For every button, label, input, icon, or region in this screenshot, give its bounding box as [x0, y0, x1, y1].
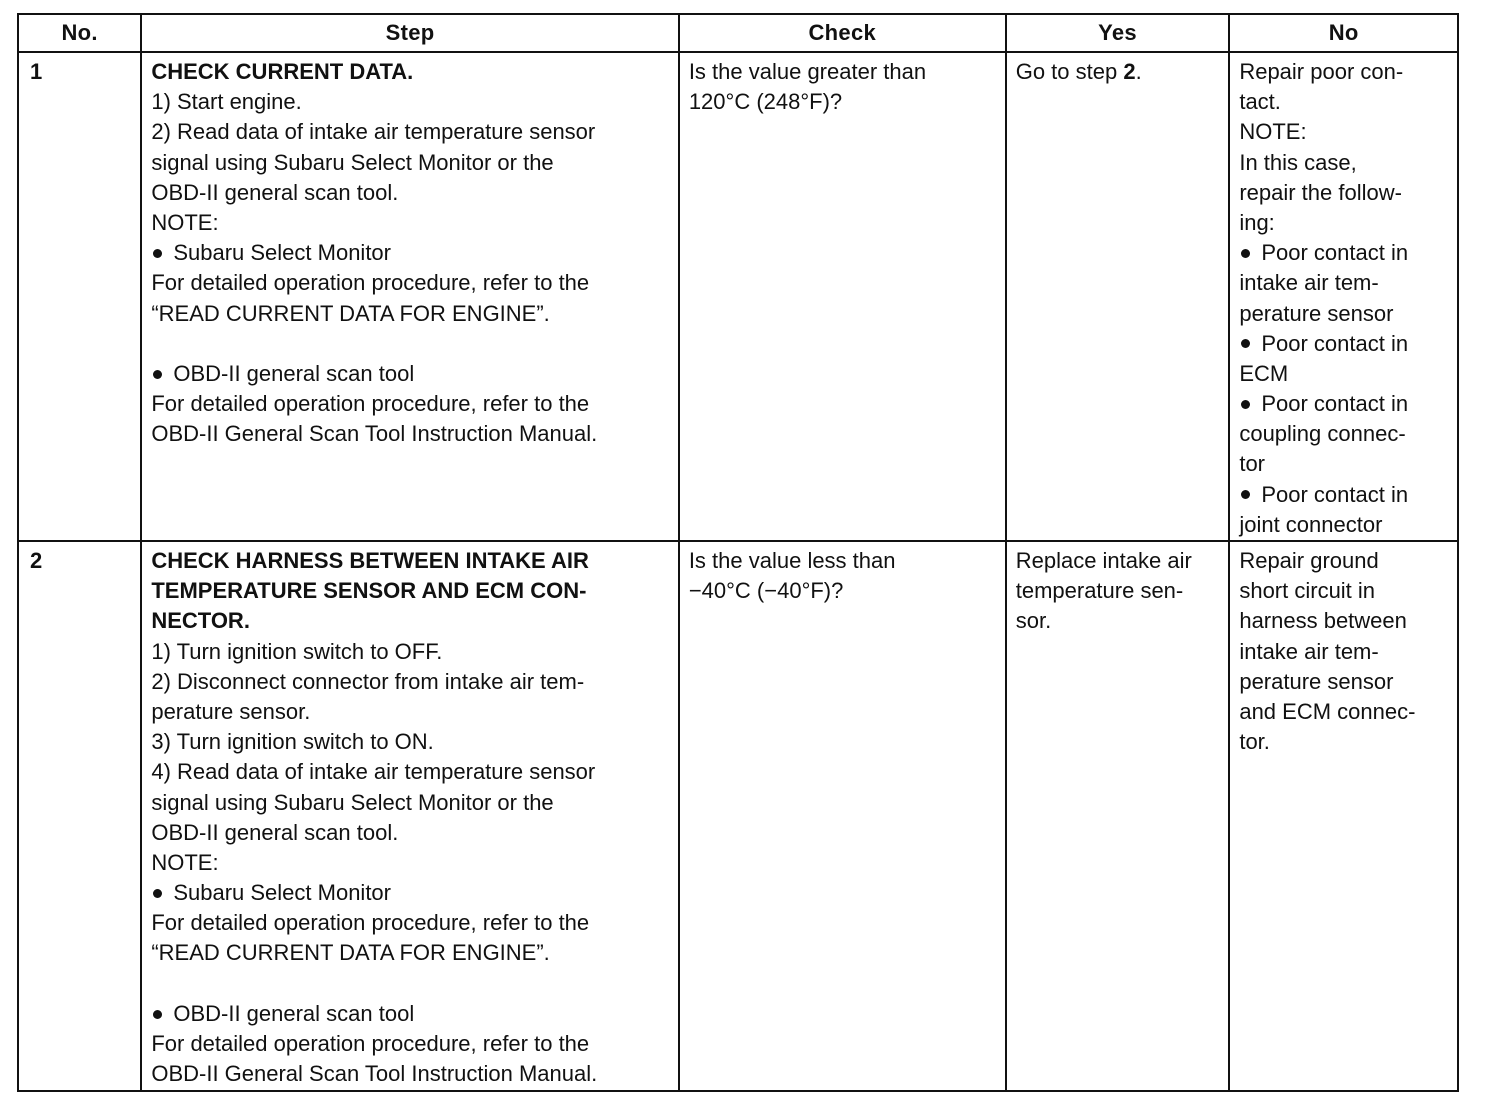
- step-cell: [141, 52, 678, 541]
- no-line: Repair poor con-: [1239, 59, 1404, 84]
- bullet-text: Subaru Select Monitor: [173, 240, 391, 266]
- step-line: signal using Subaru Select Monitor or the: [151, 789, 554, 815]
- bullet-text: OBD-II general scan tool: [173, 360, 415, 386]
- step-title: CHECK CURRENT DATA.: [151, 59, 414, 84]
- check-cell: [679, 541, 1006, 1091]
- no-line: joint connector: [1239, 511, 1383, 537]
- bullet-icon: [1241, 490, 1250, 499]
- bullet-icon: [153, 889, 162, 898]
- step-line: signal using Subaru Select Monitor or the: [151, 149, 554, 175]
- bullet-icon: [1241, 400, 1250, 409]
- table-row: [18, 52, 1458, 541]
- step-title: CHECK HARNESS BETWEEN INTAKE AIR: [151, 548, 589, 573]
- no-line: harness between: [1239, 608, 1407, 634]
- bullet-text: Poor contact in: [1261, 391, 1409, 417]
- step-line: 1) Turn ignition switch to OFF.: [151, 638, 443, 664]
- step-number-cell: [18, 52, 141, 541]
- step-line: For detailed operation procedure, refer to the: [151, 1031, 590, 1056]
- no-line: intake air tem-: [1239, 270, 1379, 296]
- spacer: [151, 969, 669, 999]
- no-line: intake air tem-: [1239, 638, 1379, 664]
- table-row: [18, 541, 1458, 1091]
- step-line: “READ CURRENT DATA FOR ENGINE”.: [151, 300, 550, 326]
- header-step: Step: [141, 14, 678, 52]
- no-line: ing:: [1239, 209, 1275, 235]
- yes-line: sor.: [1015, 608, 1052, 634]
- bullet-item: [1239, 389, 1449, 419]
- bullet-icon: [153, 370, 162, 379]
- step-number: 1: [30, 59, 43, 84]
- no-line: tact.: [1239, 89, 1281, 115]
- bullet-icon: [153, 249, 162, 258]
- no-line: tor: [1239, 451, 1266, 477]
- header-no-result: No: [1229, 14, 1458, 52]
- yes-line: Replace intake air: [1015, 548, 1192, 573]
- no-line: coupling connec-: [1239, 421, 1406, 447]
- bullet-icon: [1241, 339, 1250, 348]
- no-line: perature sensor: [1239, 300, 1394, 326]
- step-number: 2: [30, 548, 43, 573]
- no-line: tor.: [1239, 729, 1270, 755]
- step-line: 2) Read data of intake air temperature sensor: [151, 119, 596, 145]
- step-line: 1) Start engine.: [151, 89, 302, 115]
- yes-line: temperature sen-: [1015, 578, 1184, 604]
- no-line: ECM: [1239, 360, 1289, 386]
- bullet-text: Poor contact in: [1261, 330, 1409, 356]
- step-number-cell: [18, 541, 141, 1091]
- bullet-text: Poor contact in: [1261, 481, 1409, 507]
- no-line: and ECM connec-: [1239, 698, 1416, 724]
- header-yes: Yes: [1006, 14, 1230, 52]
- step-line: OBD-II general scan tool.: [151, 179, 399, 205]
- check-line: Is the value greater than: [688, 59, 927, 84]
- bullet-item: [151, 238, 669, 268]
- bullet-item: [1239, 329, 1449, 359]
- step-line: perature sensor.: [151, 698, 311, 724]
- step-title: TEMPERATURE SENSOR AND ECM CON-: [151, 578, 587, 604]
- no-line: In this case,: [1239, 149, 1357, 175]
- bullet-text: OBD-II general scan tool: [173, 1000, 415, 1026]
- yes-text: Go to step: [1015, 59, 1124, 84]
- bullet-icon: [153, 1010, 162, 1019]
- header-check: Check: [679, 14, 1006, 52]
- step-line: For detailed operation procedure, refer to the: [151, 270, 590, 296]
- diagnostic-procedure-table: [17, 13, 1459, 1092]
- no-line: repair the follow-: [1239, 179, 1402, 205]
- no-result-cell: [1229, 541, 1458, 1091]
- step-line: For detailed operation procedure, refer to the: [151, 391, 590, 417]
- table-header-row: [18, 14, 1458, 52]
- note-label: NOTE:: [151, 209, 219, 235]
- bullet-item: [151, 359, 669, 389]
- step-line: For detailed operation procedure, refer to the: [151, 910, 590, 936]
- step-line: OBD-II General Scan Tool Instruction Manual.: [151, 1061, 598, 1087]
- check-cell: [679, 52, 1006, 541]
- no-line: perature sensor: [1239, 668, 1394, 694]
- check-line: −40°C (−40°F)?: [688, 578, 844, 604]
- bullet-item: [1239, 238, 1449, 268]
- step-line: 3) Turn ignition switch to ON.: [151, 729, 434, 755]
- bullet-icon: [1241, 249, 1250, 258]
- no-line: short circuit in: [1239, 578, 1376, 604]
- step-line: 2) Disconnect connector from intake air tem-: [151, 668, 585, 694]
- yes-line: [1016, 57, 1221, 87]
- note-label: NOTE:: [151, 849, 219, 875]
- header-no: No.: [18, 14, 141, 52]
- spacer: [151, 329, 669, 359]
- no-result-cell: [1229, 52, 1458, 541]
- yes-cell: [1006, 541, 1230, 1091]
- bullet-text: Poor contact in: [1261, 240, 1409, 266]
- step-line: 4) Read data of intake air temperature sensor: [151, 759, 596, 785]
- bullet-item: [1239, 480, 1449, 510]
- bullet-item: [151, 878, 669, 908]
- yes-cell: [1006, 52, 1230, 541]
- yes-end: .: [1135, 59, 1142, 84]
- step-cell: [141, 541, 678, 1091]
- yes-step-ref: 2: [1123, 59, 1136, 84]
- check-line: 120°C (248°F)?: [688, 89, 843, 115]
- bullet-text: Subaru Select Monitor: [173, 880, 391, 906]
- note-label: NOTE:: [1239, 119, 1307, 145]
- step-line: OBD-II General Scan Tool Instruction Manual.: [151, 421, 598, 447]
- step-line: OBD-II general scan tool.: [151, 819, 399, 845]
- step-title: NECTOR.: [151, 608, 250, 634]
- bullet-item: [151, 999, 669, 1029]
- check-line: Is the value less than: [688, 548, 896, 573]
- step-line: “READ CURRENT DATA FOR ENGINE”.: [151, 940, 550, 966]
- no-line: Repair ground: [1239, 548, 1379, 573]
